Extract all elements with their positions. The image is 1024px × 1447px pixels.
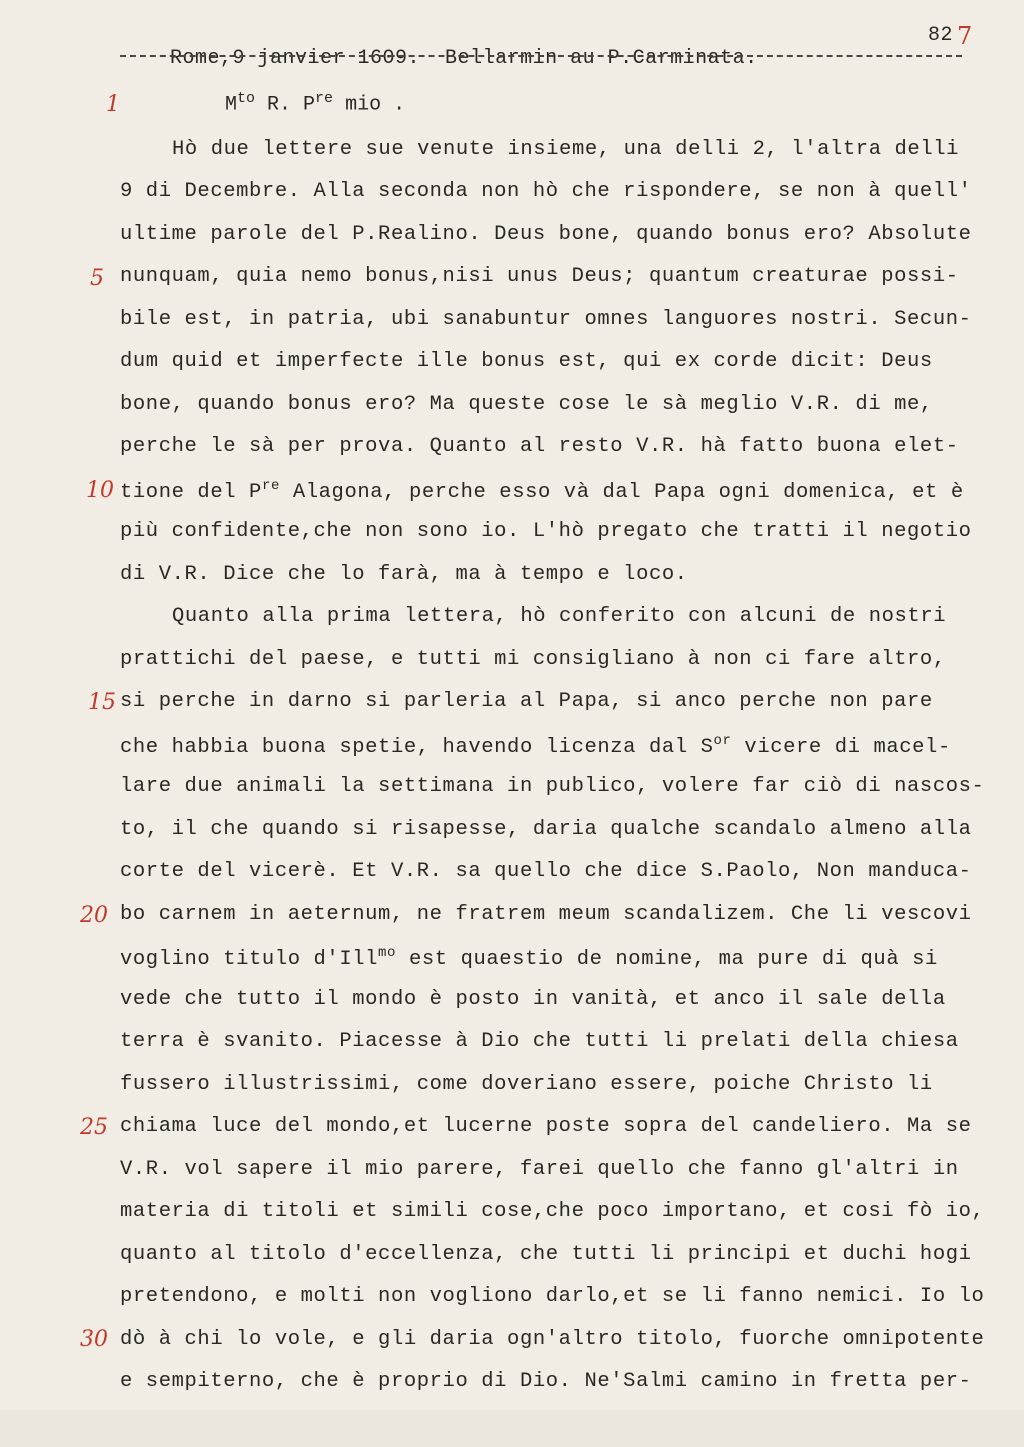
- text-line: dum quid et imperfecte ille bonus est, qui ex corde dicit: Deus: [120, 350, 933, 373]
- margin-line-number: 20: [80, 903, 108, 928]
- text-line: V.R. vol sapere il mio parere, farei quello che fanno gl'altri in: [120, 1158, 959, 1181]
- margin-line-number: 1: [106, 92, 120, 117]
- margin-line-number: 5: [90, 266, 104, 291]
- page-bottom-edge: [0, 1410, 1024, 1447]
- margin-line-number: 30: [80, 1327, 108, 1352]
- text-line: Hò due lettere sue venute insieme, una delli 2, l'altra delli: [172, 138, 960, 161]
- text-line: dò à chi lo vole, e gli daria ogn'altro titolo, fuorche omnipotente: [120, 1328, 985, 1351]
- text-line: ultime parole del P.Realino. Deus bone, quando bonus ero? Absolute: [120, 223, 972, 246]
- text-line: to, il che quando si risapesse, daria qualche scandalo almeno alla: [120, 818, 972, 841]
- text-line: nunquam, quia nemo bonus,nisi unus Deus; quantum creaturae possi-: [120, 265, 959, 288]
- margin-line-number: 25: [80, 1115, 108, 1140]
- text-line: tione del $P^{re}$ Alagona, perche esso và dal Papa ogni domenica, et è: [120, 478, 964, 504]
- text-line: prattichi del paese, e tutti mi consigliano à non ci fare altro,: [120, 648, 946, 671]
- text-line: e sempiterno, che è proprio di Dio. Ne'Salmi camino in fretta per-: [120, 1370, 972, 1393]
- text-line: lare due animali la settimana in publico, volere far ciò di nascos-: [120, 775, 985, 798]
- page-number: 82: [928, 24, 954, 47]
- text-line: terra è svanito. Piacesse à Dio che tutti li prelati della chiesa: [120, 1030, 959, 1053]
- text-line: pretendono, e molti non vogliono darlo,et se li fanno nemici. Io lo: [120, 1285, 985, 1308]
- text-line: bo carnem in aeternum, ne fratrem meum scandalizem. Che li vescovi: [120, 903, 972, 926]
- text-line: quanto al titolo d'eccellenza, che tutti li principi et duchi hogi: [120, 1243, 972, 1266]
- text-line: Quanto alla prima lettera, hò conferito con alcuni de nostri: [172, 605, 947, 628]
- text-line: che habbia buona spetie, havendo licenza dal $S^{or}$ vicere di macel-: [120, 733, 951, 759]
- text-line: materia di titoli et simili cose,che poco importano, et cosi fò io,: [120, 1200, 985, 1223]
- text-line: voglino titulo d'Ill$^{mo}$ est quaestio de nomine, ma pure di quà si: [120, 945, 938, 971]
- margin-line-number: 15: [88, 690, 116, 715]
- text-line: di V.R. Dice che lo farà, ma à tempo e loco.: [120, 563, 688, 586]
- header-text: Rome,9 janvier 1609. Bellarmin au P.Carminata.: [170, 47, 758, 70]
- text-line: bile est, in patria, ubi sanabuntur omnes languores nostri. Secun-: [120, 308, 972, 331]
- margin-line-number: 10: [86, 478, 114, 503]
- text-line: chiama luce del mondo,et lucerne poste sopra del candeliero. Ma se: [120, 1115, 972, 1138]
- page-number-correction: 7: [957, 22, 973, 50]
- text-line: 9 di Decembre. Alla seconda non hò che rispondere, se non à quell': [120, 180, 972, 203]
- salutation: $M^{to}$ R. $P^{re}$ mio .: [225, 90, 406, 117]
- text-line: più confidente,che non sono io. L'hò pregato che tratti il negotio: [120, 520, 972, 543]
- text-line: perche le sà per prova. Quanto al resto V.R. hà fatto buona elet-: [120, 435, 959, 458]
- text-line: corte del vicerè. Et V.R. sa quello che dice S.Paolo, Non manduca-: [120, 860, 972, 883]
- text-line: vede che tutto il mondo è posto in vanità, et anco il sale della: [120, 988, 946, 1011]
- text-line: si perche in darno si parleria al Papa, si anco perche non pare: [120, 690, 933, 713]
- text-line: fussero illustrissimi, come doveriano essere, poiche Christo li: [120, 1073, 933, 1096]
- header-rule: [120, 55, 962, 57]
- text-line: bone, quando bonus ero? Ma queste cose le sà meglio V.R. di me,: [120, 393, 933, 416]
- running-header: [120, 24, 980, 139]
